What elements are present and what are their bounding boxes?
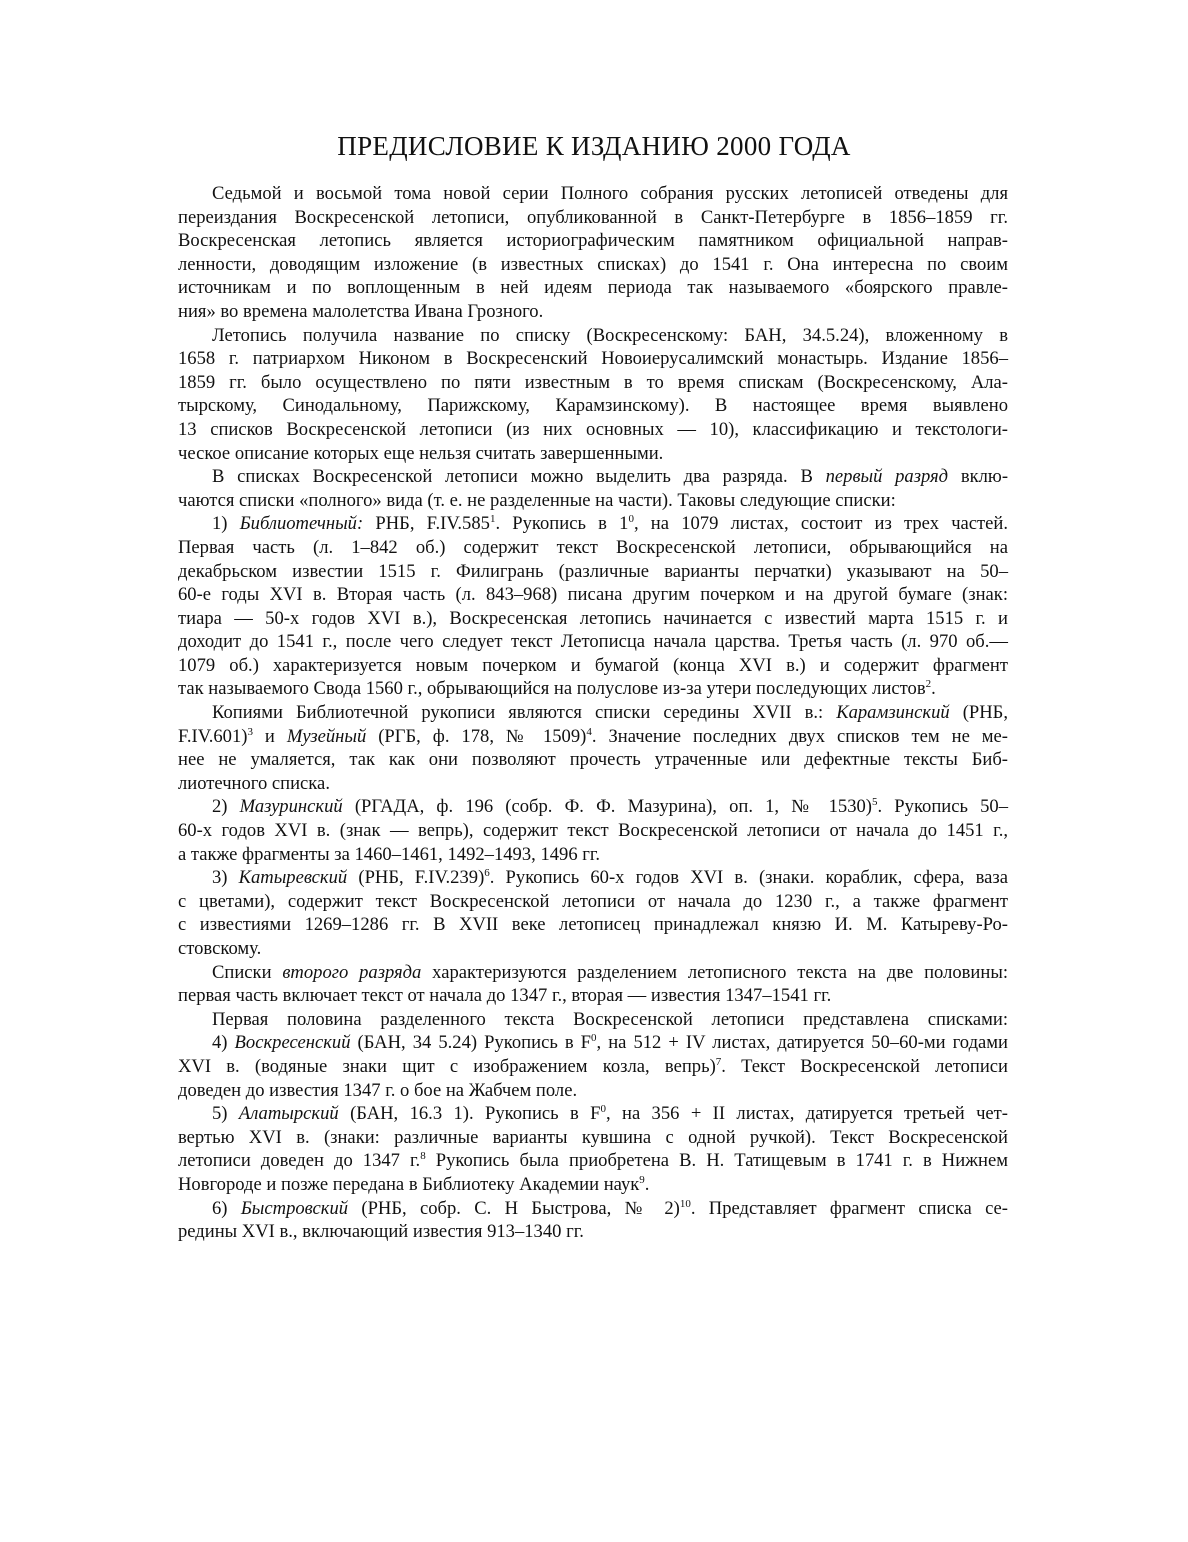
- text-line: редины XVI в., включающий известия 913–1340 гг.: [178, 1221, 584, 1243]
- italic-term: Катыревский: [238, 867, 348, 889]
- text-line: Первая половина разделенного текста Воскресенской летописи представлена списками:: [212, 1008, 1008, 1030]
- text-line: ния» во времена малолетства Ивана Грозного.: [178, 300, 544, 322]
- text-line: декабрьском известии 1515 г. Филигрань (различные варианты перчатки) указывают на 50–: [178, 560, 1008, 582]
- footnote-ref: 8: [420, 1150, 426, 1163]
- text-line: 4) Воскресенский (БАН, 34 5.24) Рукопись в $F^0$, на 512 + IV листах, датируется 50–60-ми годами: [212, 1032, 1009, 1054]
- text-line: первая часть включает текст от начала до 1347 г., вторая — известия 1347–1541 гг.: [178, 985, 832, 1007]
- text-line: XVI в. (водяные знаки щит с изображением козла, вепрь)$^7$. Текст Воскресенской летописи: [178, 1055, 1008, 1077]
- text-line: 3) Катыревский (РНБ, F.IV.239)$^6$. Рукопись 60-х годов XVI в. (знаки. кораблик, сфера, ваза: [212, 867, 1008, 889]
- text-line: тырскому, Синодальному, Парижскому, Карамзинскому). В настоящее время выявлено: [178, 395, 1008, 417]
- italic-term: Мазуринский: [239, 796, 343, 818]
- text-line: источникам и по воплощенным в ней идеям периода так называемого «боярского правле-: [178, 277, 1008, 299]
- text-line: летописи доведен до 1347 г.$^8$ Рукопись была приобретена В. Н. Татищевым в 1741 г. в Нижнем: [178, 1150, 1008, 1172]
- text-line: доходит до 1541 г., после чего следует текст Летописца начала царства. Третья часть (л. 970 об.—: [178, 631, 1008, 653]
- text-line: 2) Мазуринский (РГАДА, ф. 196 (собр. Ф. Ф. Мазурина), оп. 1, № 1530)$^5$. Рукопись 50–: [212, 796, 1008, 818]
- footnote-ref: 6: [484, 867, 490, 880]
- footnote-ref: 5: [872, 796, 878, 809]
- text-line: а также фрагменты за 1460–1461, 1492–1493, 1496 гг.: [178, 843, 601, 865]
- page-title: ПРЕДИСЛОВИЕ К ИЗДАНИЮ 2000 ГОДА: [337, 131, 851, 161]
- text-line: Списки второго разряда характеризуются разделением летописного текста на две половины:: [212, 961, 1008, 983]
- text-line: тиара — 50-х годов XVI в.), Воскресенская летопись начинается с известий марта 1515 г. и: [178, 607, 1008, 629]
- text-line: Седьмой и восьмой тома новой серии Полного собрания русских летописей отведены для: [212, 183, 1008, 204]
- text-line: чаются списки «полного» вида (т. е. не разделенные на части). Таковы следующие списки:: [178, 489, 896, 511]
- footnote-ref: 0: [628, 513, 634, 526]
- footnote-ref: 0: [591, 1032, 597, 1045]
- italic-term: первый разряд: [825, 466, 949, 488]
- text-line: вертью XVI в. (знаки: различные варианты кувшина с одной ручкой). Текст Воскресенской: [178, 1126, 1008, 1148]
- text-line: ленности, доводящим изложение (в известных списках) до 1541 г. Она интересна по своим: [178, 253, 1008, 275]
- footnote-ref: 0: [600, 1103, 606, 1116]
- text-line: стовскому.: [178, 938, 262, 959]
- text-line: переиздания Воскресенской летописи, опубликованной в Санкт-Петербурге в 1856–1859 гг.: [178, 206, 1008, 228]
- text-line: Копиями Библиотечной рукописи являются списки середины XVII в.: Карамзинский (РНБ,: [212, 702, 1008, 724]
- italic-term: Быстровский: [240, 1197, 349, 1219]
- footnote-ref: 9: [639, 1173, 645, 1186]
- text-line: 60-е годы XVI в. Вторая часть (л. 843–968) писана другим почерком и на другой бумаге (знак:: [178, 584, 1008, 606]
- footnote-ref: 2: [925, 678, 932, 691]
- text-line: Летопись получила название по списку (Воскресенскому: БАН, 34.5.24), вложенному в: [212, 324, 1008, 346]
- text-line: 60-х годов XVI в. (знак — вепрь), содержит текст Воскресенской летописи от начала до 1451 г.,: [178, 820, 1008, 842]
- footnote-ref: 1: [489, 513, 496, 526]
- italic-term: Алатырский: [238, 1103, 339, 1125]
- text-line: 1859 гг. было осуществлено по пяти известным в то время спискам (Воскресенскому, Ала-: [178, 371, 1008, 393]
- text-line: 1079 об.) характеризуется новым почерком и бумагой (конца XVI в.) и содержит фрагмент: [178, 654, 1008, 676]
- text-line: ческое описание которых еще нельзя считать завершенными.: [178, 442, 664, 464]
- text-line: 1658 г. патриархом Никоном в Воскресенский Новоиерусалимский монастырь. Издание 1856–: [178, 348, 1008, 370]
- text-line: с известиями 1269–1286 гг. В XVII веке летописец принадлежал князю И. М. Катыреву-Ро-: [178, 914, 1008, 936]
- text-line: В списках Воскресенской летописи можно выделить два разряда. В первый разряд вклю-: [212, 466, 1009, 488]
- footnote-ref: 3: [247, 725, 253, 738]
- italic-term: Карамзинский: [836, 702, 950, 724]
- italic-term: второго разряда: [282, 961, 422, 983]
- italic-term: Музейный: [286, 725, 367, 747]
- text-line: так называемого Свода 1560 г., обрывающийся на полуслове из-за утери последующих листов$^2$.: [178, 678, 936, 700]
- text-line: 13 списков Воскресенской летописи (из них основных — 10), классификацию и текстологи-: [178, 418, 1008, 440]
- text-line: с цветами), содержит текст Воскресенской летописи от начала до 1230 г., а также фрагмент: [178, 890, 1008, 912]
- text-line: доведен до известия 1347 г. о бое на Жабчем поле.: [178, 1079, 578, 1101]
- italic-term: Воскресенский: [234, 1032, 351, 1054]
- italic-term: Библиотечный:: [239, 513, 364, 535]
- footnote-ref: 4: [586, 725, 592, 738]
- text-line: Воскресенская летопись является историографическим памятником официальной направ-: [178, 230, 1008, 252]
- text-line: F.IV.601)$^3$ и Музейный (РГБ, ф. 178, № 1509)$^4$. Значение последних двух списков тем не ме-: [178, 725, 1008, 747]
- text-line: нее не умаляется, так как они позволяют прочесть утраченные или дефектные тексты Биб-: [178, 749, 1008, 771]
- body-text: [178, 182, 1008, 1244]
- text-line: лиотечного списка.: [178, 772, 330, 794]
- text-line: 5) Алатырский (БАН, 16.3 1). Рукопись в $F^0$, на 356 + II листах, датируется третьей чет-: [212, 1103, 1008, 1125]
- text-line: Первая часть (л. 1–842 об.) содержит текст Воскресенской летописи, обрывающийся на: [178, 536, 1008, 558]
- text-line: 6) Быстровский (РНБ, собр. С. Н Быстрова, № 2)$^{10}$. Представляет фрагмент списка се-: [212, 1197, 1008, 1219]
- footnote-ref: 7: [715, 1055, 722, 1068]
- footnote-ref: 10: [679, 1197, 691, 1210]
- text-line: Новгороде и позже передана в Библиотеку Академии наук$^9$.: [178, 1173, 650, 1195]
- text-line: 1) Библиотечный: РНБ, F.IV.585$^1$. Рукопись в $1^0$, на 1079 листах, состоит из трех частей.: [212, 513, 1009, 535]
